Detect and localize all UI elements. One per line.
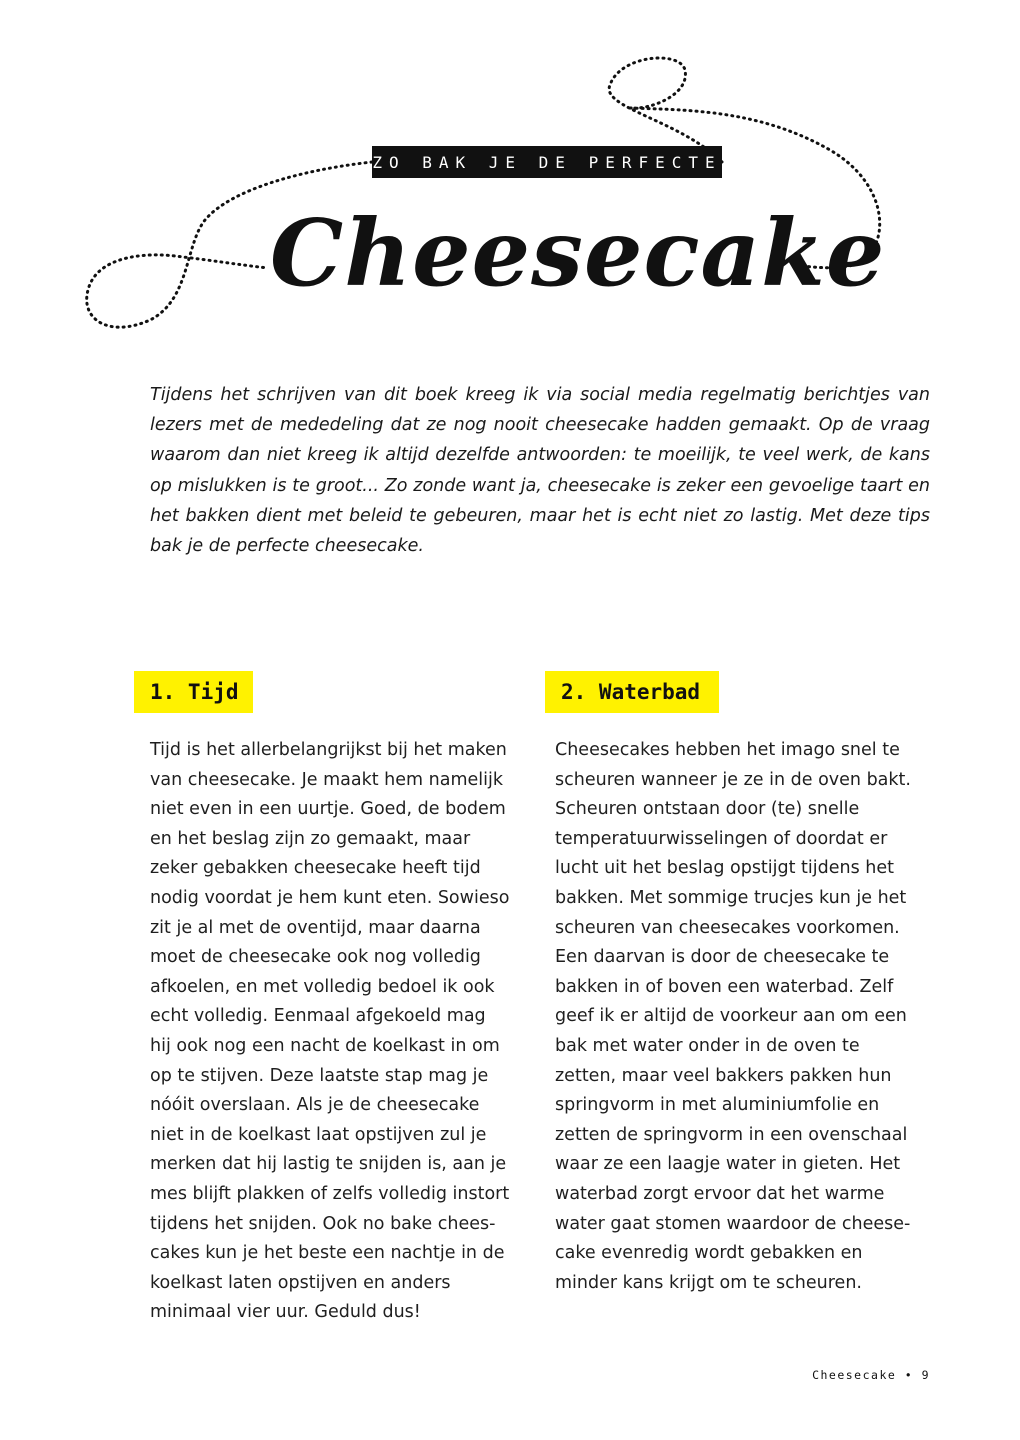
intro-line: vraag waarom dan niet kreeg ik altijd dezelfde antwoorden: te moeilijk, te veel werk, (150, 415, 930, 466)
body-line: waar ze een laagje water in gieten. Het (555, 1154, 901, 1175)
body-line: Scheuren ontstaan door (te) snelle (555, 799, 860, 820)
body-line: niet even in een uurtje. Goed, de bodem (150, 799, 506, 820)
body-line: koelkast laten opstijven en anders (150, 1272, 451, 1293)
body-line: mes blijft plakken of zelfs volledig instort (150, 1183, 510, 1204)
body-line: bakken. Met sommige trucjes kun je het (555, 887, 907, 908)
intro-paragraph (150, 380, 930, 561)
intro-line: lezers met de mededeling dat ze nog nooit cheesecake hadden gemaakt. Op de (150, 415, 880, 436)
body-line: temperatuurwisselingen of doordat er (555, 828, 888, 849)
body-line: moet de cheesecake ook nog volledig (150, 947, 481, 968)
body-line: nodig voordat je hem kunt eten. Sowieso (150, 887, 510, 908)
body-line: zetten de springvorm in een ovenschaal (555, 1124, 908, 1145)
intro-line: taart en het bakken dient met beleid te gebeuren, maar het is echt niet zo lastig. Met (150, 475, 930, 526)
body-line: afkoelen, en met volledig bedoel ik ook (150, 976, 495, 997)
intro-line: deze tips bak je de perfecte cheesecake. (150, 505, 931, 557)
body-line: niet in de koelkast laat opstijven zul je (150, 1124, 487, 1145)
intro-line: de kans op mislukken is te groot... Zo zonde want ja, cheesecake is zeker een gevoelige (150, 445, 930, 496)
body-line: lucht uit het beslag opstijgt tijdens het (555, 858, 895, 879)
kicker-banner: ZO BAK JE DE PERFECTE (372, 146, 722, 178)
body-line: bak met water onder in de oven te (555, 1035, 860, 1056)
section-body-waterbad (555, 736, 945, 1298)
body-line: bakken in of boven een waterbad. Zelf (555, 976, 894, 997)
section-body-tijd (150, 736, 530, 1328)
body-line: echt volledig. Eenmaal afgekoeld mag (150, 1006, 486, 1027)
intro-line: Tijdens het schrijven van dit boek kreeg ik via social media regelmatig berichtjes van (150, 385, 930, 405)
body-line: scheuren wanneer je ze in de oven bakt. (555, 769, 911, 790)
body-line: water gaat stomen waardoor de cheese- (555, 1213, 911, 1234)
body-line: van cheesecake. Je maakt hem namelijk (150, 769, 503, 790)
page-title: Cheesecake (270, 199, 886, 307)
body-line: geef ik er altijd de voorkeur aan om een (555, 1006, 907, 1027)
body-line: zetten, maar veel bakkers pakken hun (555, 1065, 892, 1086)
body-line: waterbad zorgt ervoor dat het warme (555, 1183, 885, 1204)
section-heading-tijd: 1. Tijd (134, 671, 253, 713)
body-line: zeker gebakken cheesecake heeft tijd (150, 858, 481, 879)
body-line: op te stijven. Deze laatste stap mag je (150, 1065, 489, 1086)
body-line: springvorm in met aluminiumfolie en (555, 1095, 880, 1116)
section-heading-waterbad: 2. Waterbad (545, 671, 719, 713)
body-line: nóóit overslaan. Als je de cheesecake (150, 1095, 480, 1116)
body-line: Tijd is het allerbelangrijkst bij het maken (150, 740, 507, 760)
body-line: cake evenredig wordt gebakken en (555, 1243, 863, 1264)
body-line: Cheesecakes hebben het imago snel te (555, 740, 900, 760)
body-line: minder kans krijgt om te scheuren. (555, 1272, 862, 1293)
page-footer: Cheesecake • 9 (812, 1368, 930, 1382)
body-line: en het beslag zijn zo gemaakt, maar (150, 828, 471, 849)
body-line: Een daarvan is door de cheesecake te (555, 947, 890, 968)
body-line: cakes kun je het beste een nachtje in de (150, 1243, 505, 1264)
body-line: scheuren van cheesecakes voorkomen. (555, 917, 900, 938)
body-line: hij ook nog een nacht de koelkast in om (150, 1035, 500, 1056)
body-line: zit je al met de oventijd, maar daarna (150, 917, 481, 938)
body-line: merken dat hij lastig te snijden is, aan je (150, 1154, 507, 1175)
body-line: tijdens het snijden. Ook no bake chees- (150, 1213, 496, 1234)
body-line: minimaal vier uur. Geduld dus! (150, 1302, 421, 1323)
